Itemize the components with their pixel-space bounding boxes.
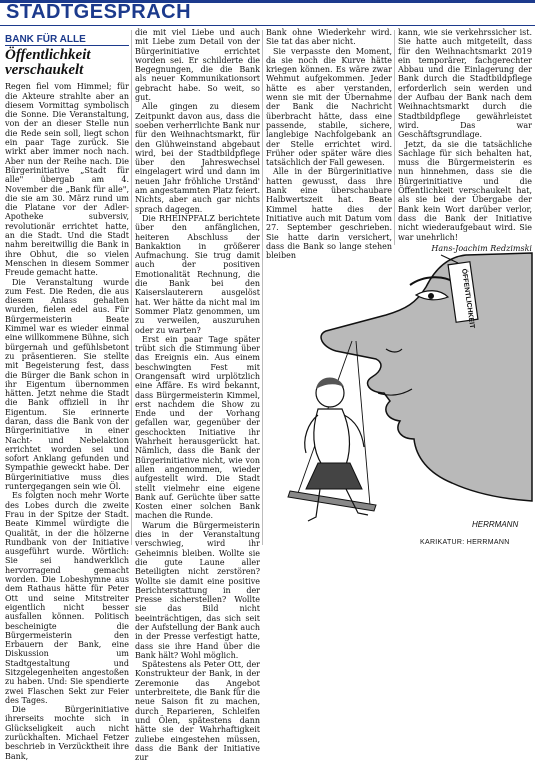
column-divider [131, 30, 132, 545]
article-paragraph: Alle in der Bürgerinitiative hatten gewusst, dass ihre Bank eine überschaubare Halbwertszeit hat. Beate Kimmel hatte dies der Initiative auch mit Datum vom 27. September geschrieben. Sie hatte darin versichert, dass die Bank so lange stehen bleiben [266, 167, 392, 261]
article-paragraph: Jetzt, da sie die tatsächliche Sachlage für sich behalten hat, muss die Bürgermeisterin es nun hinnehmen, dass sie die Bürgerinitiative und die Öffentlichkeit verschaukelt hat, als sie bei der Übergabe der Bank kein Wort darüber verlor, dass die Bank der Initiative nicht wiederaufgebaut wird. Sie war unehrlich! [398, 139, 532, 242]
article-paragraph: Bank ohne Wiederkehr wird. Sie tat das aber nicht. [266, 28, 392, 47]
article-kicker: BANK FÜR ALLE [5, 35, 129, 46]
article-paragraph: Alle gingen zu diesem Zeitpunkt davon aus, dass die soeben verherrlichte Bank nur für den Weihnachtsmarkt, für den Glühweinstand abgebaut wird, bei der Stadtbildpflege über den Jahreswechsel eingelagert wird und dann im neuen Jahr fröhliche Urständ' am angestammten Platz feiert. Nichts, aber auch gar nichts sprach dagegen. [135, 102, 260, 214]
article-column-2 [135, 28, 260, 762]
article-paragraph: kann, wie sie verkehrssicher ist. Sie hatte auch mitgeteilt, dass für den Weihnachtsmarkt 2019 ein temporärer, fachgerechter Abbau und die Einlagerung der Bank durch die Stadtbildpflege erforderlich sein werden und der Aufbau der Bank nach dem Weihnachtsmarkt durch die Stadtbildpflege gewährleistet wird. Das war Geschäftsgrundlage. [398, 28, 532, 140]
banner-rule [0, 25, 535, 26]
article-column-1 [5, 34, 129, 761]
article-paragraph: Warum die Bürgermeisterin dies in der Veranstaltung verschwieg, wird ihr Geheimnis bleiben. Wollte sie die gute Laune aller Beteiligten nicht zerstören? Wollte sie damit eine positive Berichterstattung in der Presse sicherstellen? Wollte sie das Bild nicht beeinträchtigen, das sich seit der Aufstellung der Bank auch in der Presse verfestigt hatte, dass sie ihre Hand über die Bank hält? Wohl möglich. [135, 520, 260, 660]
cartoon-credit: KARIKATUR: HERRMANN [420, 539, 510, 546]
article-paragraph: Spätestens als Peter Ott, der Konstrukteur der Bank, in der Zeremonie das Angebot unterbreitete, die Bank für die neue Saison fit zu machen, durch Reparieren, Schleifen und Ölen, spätestens dann hätte sie der Wahrhaftigkeit zuliebe eingestehen müssen, dass die Bank der Initiative zur [135, 660, 260, 762]
cartoon-person-skirt [306, 463, 362, 489]
cartoon-illustration [266, 243, 532, 535]
cartoon-pupil [428, 293, 434, 299]
swing-seat [288, 491, 376, 511]
article-paragraph: Es folgten noch mehr Worte des Lobes durch die zweite Frau in der Spitze der Stadt. Beate Kimmel würdigte die Qualität, in der die hölzerne Rundbank von der Initiative ausgeführt wurde. Wörtlich: Sie sei handwerklich hervorragend gemacht worden. Die Lobeshymne aus dem Rathaus hätte für Peter Ott und seine Mitstreiter eigentlich nicht besser ausfallen können. Politisch bescheinigte die Bürgermeisterin den Erbauern der Bank, eine Diskussion um Stadtgestaltung und Sitzgelegenheiten angestoßen zu haben. Und: Sie spendierte zwei Flaschen Sekt zur Feier des Tages. [5, 491, 129, 705]
article-paragraph: Sie verpasste den Moment, da sie noch die Kurve hätte kriegen können. Es wäre zwar Wehmut aufgekommen. Jeder hätte es aber verstanden, wenn sie mit der Übernahme der Bank die Nachricht überbracht hätte, dass eine passende, stabile, sichere, langlebige Nachfolgebank an der Stelle errichtet wird. Früher oder später wäre dies tatsächlich der Fall gewesen. [266, 46, 392, 168]
column-divider [394, 30, 395, 245]
article-paragraph: Die Bürgerinitiative ihrerseits mochte sich in Glückseligkeit auch nicht zurückhalten. Michael Fetzer beschrieb in Verzücktheit ihre Bank, [5, 705, 129, 761]
article-author: Hans-Joachim Redzimski [431, 243, 532, 253]
article-paragraph: die mit viel Liebe und auch mit Liebe zum Detail von der Bürgerinitiative errichtet worden sei. Er schilderte die Begegnungen, die die Bank als neuer Kommunikationsort gebracht habe. So weit, so gut. [135, 28, 260, 103]
article-headline: Öffentlichkeit verschaukelt [5, 47, 91, 79]
cartoon-face [321, 253, 532, 501]
article-paragraph: Regen fiel vom Himmel; für die Akteure strahlte aber an diesem Vormittag symbolisch die Sonne. Die Veranstaltung, von der an dieser Stelle nun die Rede sein soll, liegt schon ein paar Tage zurück. Sie wirkt aber immer noch nach. Aber nun der Reihe nach. Die Bürgerinitiative „Stadt für alle" übergab am 4. November die „Bank für alle", die sie am 30. März rund um die Platane vor der Adler-Apotheke subversiv, revolutionär errichtet hatte, an die Stadt. Und die Stadt nahm bereitwillig die Bank in ihre Obhut, die so vielen Menschen in diesem Sommer Freude gemacht hatte. [5, 82, 129, 278]
cartoon-signature: HERRMANN [472, 520, 519, 529]
article-paragraph: Die Veranstaltung wurde zum Fest. Die Reden, die aus diesem Anlass gehalten wurden, fielen edel aus. Für Bürgermeisterin Beate Kimmel war es wieder einmal eine willkommene Bühne, sich bürgernah und gefühlsbetont zu präsentieren. Sie stellte mit Begeisterung fest, dass die Bürger die Bank schon in ihr Eigentum übernommen hätten. Jetzt nehme die Stadt die Bank offiziell in ihr Eigentum. Sie erinnerte daran, dass die Bank von der Bürgerinitiative in einer Nacht- und Nebelaktion errichtet worden sei und sofort Anklang gefunden und Sympathie geweckt habe. Der Bürgerinitiative muss dies runtergegangen sein wie Öl. [5, 277, 129, 492]
article-paragraph: Erst ein paar Tage später trübt sich die Stimmung über das Ereignis ein. Aus einem beschwingten Fest mit Orangensaft wird urplötzlich eine Affäre. Es wird bekannt, dass Bürgermeisterin Kimmel, erst nachdem die Show zu Ende und der Vorhang gefallen war, gegenüber der geschockten Initiative ihr Wahrheit herausgerückt hat. Nämlich, dass die Bank der Bürgerinitiative nicht, wie von allen angenommen, wieder aufgestellt wird. Die Stadt stellt vielmehr eine eigene Bank auf. Gerüchte über satte Kosten einer solchen Bank machen die Runde. [135, 334, 260, 521]
cartoon-person-body [314, 409, 350, 465]
column-divider [262, 30, 263, 545]
article-column-3 [266, 28, 392, 261]
section-title: STADTGESPRÄCH [6, 1, 192, 23]
article-column-4 [398, 28, 532, 266]
article-paragraph: Die RHEINPFALZ berichtete über den anfänglichen, heiteren Abschluss der Bankaktion in größerer Aufmachung. Sie trug damit auch der positiven Emotionalität Rechnung, die die Bank bei den Kaiserslauterern ausgelöst hat. Wer hätte da nicht mal im Sommer Platz genommen, um zu verweilen, auszuruhen oder zu warten? [135, 213, 260, 335]
section-banner [0, 0, 535, 24]
cartoon-tag-text: ÖFFENTLICHKEIT [460, 268, 476, 329]
